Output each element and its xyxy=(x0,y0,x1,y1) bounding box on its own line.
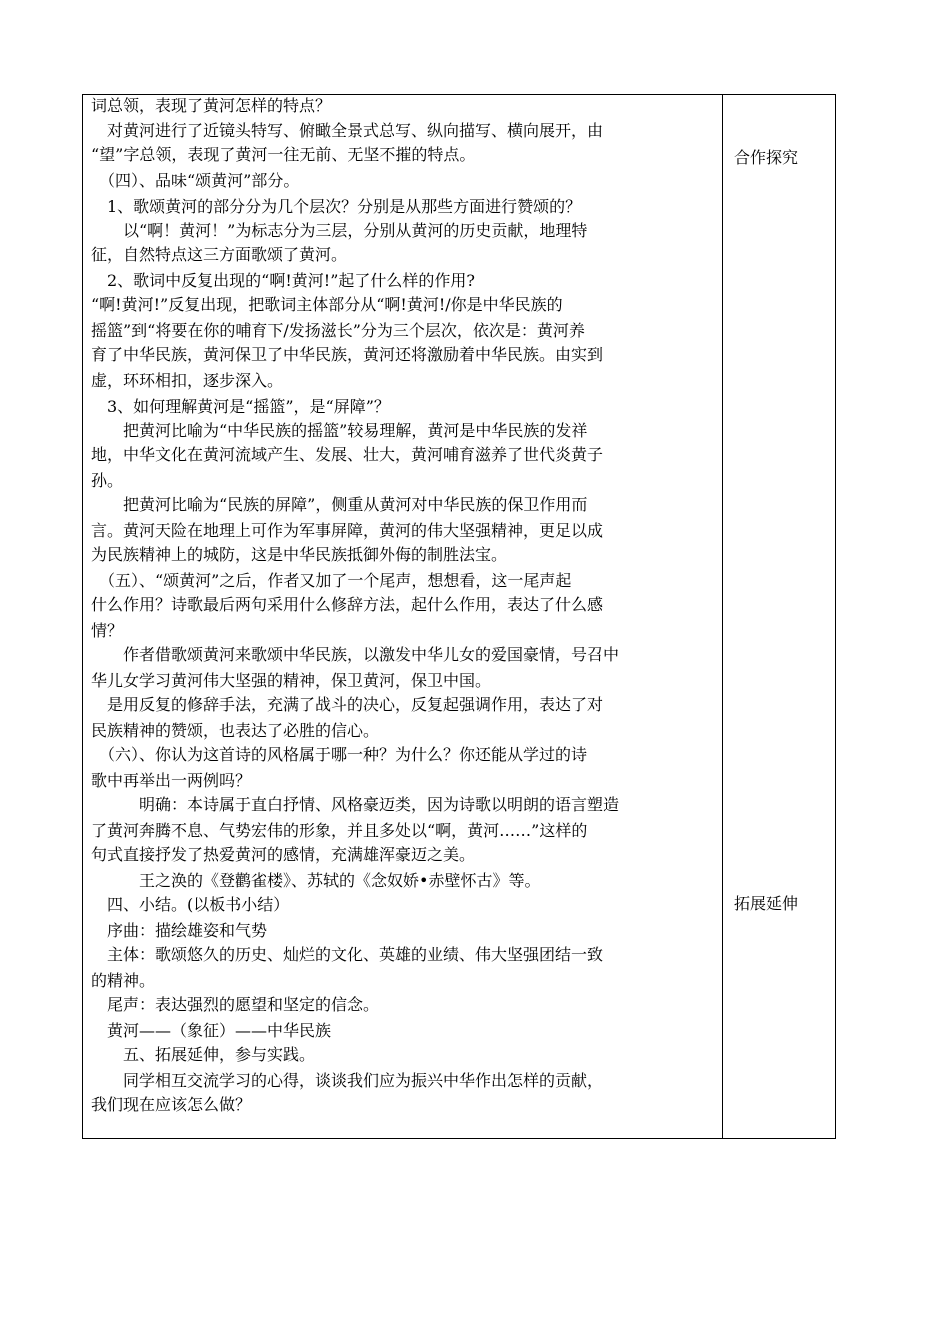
content-line: 对黄河进行了近镜头特写、俯瞰全景式总写、纵向描写、横向展开，由 xyxy=(91,121,604,140)
content-line: 情？ xyxy=(91,621,124,640)
activity-label-extension: 拓展延伸 xyxy=(734,894,799,913)
content-line: “啊!黄河!”反复出现，把歌词主体部分从“啊!黄河!/你是中华民族的 xyxy=(91,295,563,314)
content-line: 什么作用？诗歌最后两句采用什么修辞方法，起什么作用，表达了什么感 xyxy=(91,595,604,614)
content-line: 以“啊！黄河！”为标志分为三层，分别从黄河的历史贡献，地理特 xyxy=(91,221,588,240)
content-line: 为民族精神上的城防，这是中华民族抵御外侮的制胜法宝。 xyxy=(91,545,508,564)
content-line: 五、拓展延伸，参与实践。 xyxy=(91,1045,316,1064)
content-line: 民族精神的赞颂，也表达了必胜的信心。 xyxy=(91,721,380,740)
content-line: 把黄河比喻为“民族的屏障”，侧重从黄河对中华民族的保卫作用而 xyxy=(91,495,588,514)
content-line: 同学相互交流学习的心得，谈谈我们应为振兴中华作出怎样的贡献， xyxy=(91,1071,604,1090)
content-line: 主体：歌颂悠久的历史、灿烂的文化、英雄的业绩、伟大坚强团结一致 xyxy=(91,945,604,964)
content-line: 虚，环环相扣，逐步深入。 xyxy=(91,371,284,390)
activity-label-cooperative-inquiry: 合作探究 xyxy=(734,148,799,167)
content-line: 王之涣的《登鹳雀楼》、苏轼的《念奴娇•赤壁怀古》等。 xyxy=(91,871,541,890)
content-line: （四）、品味“颂黄河”部分。 xyxy=(91,171,300,190)
content-line: 摇篮”到“将要在你的哺育下/发扬滋长”分为三个层次，依次是：黄河养 xyxy=(91,321,585,340)
content-line: 明确：本诗属于直白抒情、风格豪迈类，因为诗歌以明朗的语言塑造 xyxy=(91,795,620,814)
content-line: 3、如何理解黄河是“摇篮”，是“屏障”？ xyxy=(91,397,390,416)
content-line: “望”字总领，表现了黄河一往无前、无坚不摧的特点。 xyxy=(91,145,476,164)
content-line: 育了中华民族，黄河保卫了中华民族，黄河还将激励着中华民族。由实到 xyxy=(91,345,604,364)
content-line: 词总领，表现了黄河怎样的特点？ xyxy=(91,96,332,115)
content-column xyxy=(83,95,723,1138)
content-line: 把黄河比喻为“中华民族的摇篮”较易理解，黄河是中华民族的发祥 xyxy=(91,421,588,440)
content-line: 地，中华文化在黄河流域产生、发展、壮大，黄河哺育滋养了世代炎黄子 xyxy=(91,445,604,464)
content-line: 序曲：描绘雄姿和气势 xyxy=(91,921,268,940)
content-line: （五）、“颂黄河”之后，作者又加了一个尾声，想想看，这一尾声起 xyxy=(91,571,572,590)
content-line: 1、歌颂黄河的部分分为几个层次？分别是从那些方面进行赞颂的？ xyxy=(91,197,582,216)
content-line: 2、歌词中反复出现的“啊!黄河!”起了什么样的作用? xyxy=(91,271,475,290)
content-line: 征，自然特点这三方面歌颂了黄河。 xyxy=(91,245,348,264)
content-line: 作者借歌颂黄河来歌颂中华民族，以激发中华儿女的爱国豪情，号召中 xyxy=(91,645,620,664)
content-line: 四、小结。(以板书小结） xyxy=(91,895,290,914)
content-line: 言。黄河天险在地理上可作为军事屏障，黄河的伟大坚强精神，更足以成 xyxy=(91,521,604,540)
activity-column xyxy=(723,95,835,1138)
content-line: 孙。 xyxy=(91,471,124,490)
content-line: （六）、你认为这首诗的风格属于哪一种？为什么？你还能从学过的诗 xyxy=(91,745,588,764)
content-line: 我们现在应该怎么做？ xyxy=(91,1095,252,1114)
lesson-plan-table xyxy=(82,94,836,1139)
content-line: 的精神。 xyxy=(91,971,156,990)
content-line: 句式直接抒发了热爱黄河的感情，充满雄浑豪迈之美。 xyxy=(91,845,476,864)
content-line: 黄河——（象征）——中华民族 xyxy=(91,1021,332,1040)
content-line: 了黄河奔腾不息、气势宏伟的形象，并且多处以“啊，黄河……”这样的 xyxy=(91,821,588,840)
content-line: 华儿女学习黄河伟大坚强的精神，保卫黄河，保卫中国。 xyxy=(91,671,492,690)
content-line: 歌中再举出一两例吗？ xyxy=(91,771,252,790)
content-line: 尾声：表达强烈的愿望和坚定的信念。 xyxy=(91,995,380,1014)
content-line: 是用反复的修辞手法，充满了战斗的决心，反复起强调作用，表达了对 xyxy=(91,695,604,714)
